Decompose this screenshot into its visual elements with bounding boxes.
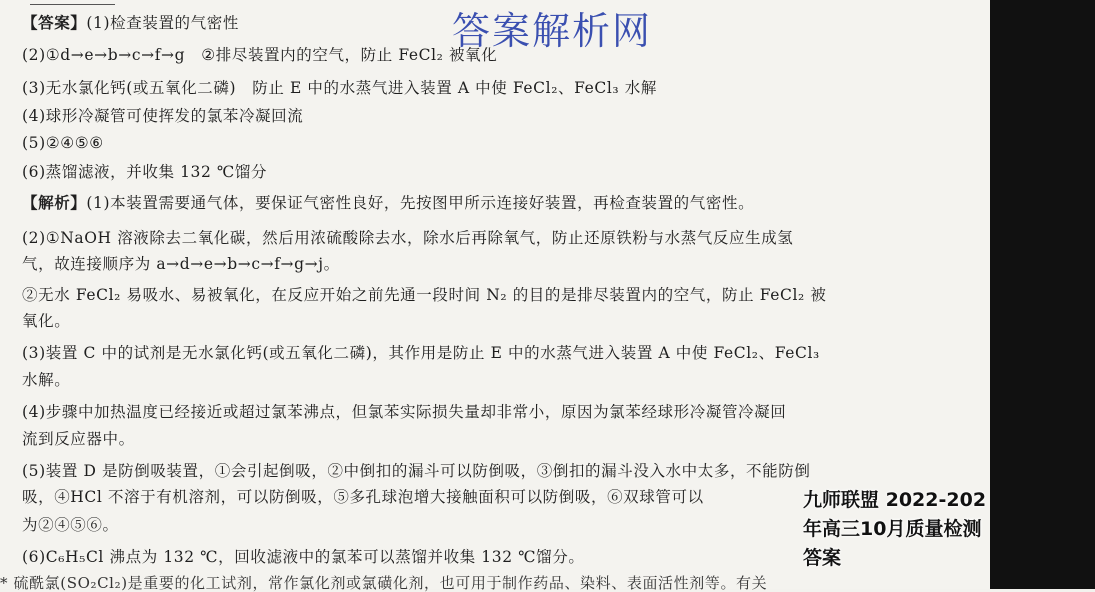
analysis-line-2: (2)①NaOH 溶液除去二氧化碳，然后用浓硫酸除去水，除水后再除氧气，防止还原铁粉与水蒸气反应生成氢 bbox=[22, 229, 794, 247]
title-overlay bbox=[803, 486, 1093, 573]
answer-text-1: (1)检查装置的气密性 bbox=[86, 14, 239, 32]
answer-heading: 【答案】 bbox=[22, 13, 87, 32]
analysis-line-9: 流到反应器中。 bbox=[22, 430, 135, 448]
answer-line-5: (5)②④⑤⑥ bbox=[22, 134, 104, 152]
answer-line-4: (4)球形冷凝管可使挥发的氯苯冷凝回流 bbox=[22, 107, 304, 125]
analysis-line-6: (3)装置 C 中的试剂是无水氯化钙(或五氧化二磷)，其作用是防止 E 中的水蒸气进入装置 A 中使 FeCl₂、FeCl₃ bbox=[22, 344, 820, 362]
overlay-line-3: 答案 bbox=[803, 547, 842, 569]
analysis-line-7: 水解。 bbox=[22, 371, 71, 389]
answer-line-2: (2)①d→e→b→c→f→g ②排尽装置内的空气，防止 FeCl₂ 被氧化 bbox=[22, 46, 498, 64]
next-question-cut-line: * 硫酰氯(SO₂Cl₂)是重要的化工试剂，常作氯化剂或氯磺化剂，也可用于制作药品、染料、表面活性剂等。有关 bbox=[0, 574, 768, 592]
analysis-line-13: (6)C₆H₅Cl 沸点为 132 ℃，回收滤液中的氯苯可以蒸馏并收集 132 ℃馏分。 bbox=[22, 548, 585, 566]
overlay-line-1: 九师联盟 2022-202 bbox=[803, 489, 987, 511]
answer-line-1 bbox=[22, 13, 239, 33]
analysis-line-8: (4)步骤中加热温度已经接近或超过氯苯沸点，但氯苯实际损失量却非常小，原因为氯苯经球形冷凝管冷凝回 bbox=[22, 403, 787, 421]
analysis-line-12: 为②④⑤⑥。 bbox=[22, 516, 119, 534]
analysis-line-5: 氧化。 bbox=[22, 312, 71, 330]
analysis-line-4: ②无水 FeCl₂ 易吸水、易被氧化，在反应开始之前先通一段时间 N₂ 的目的是排尽装置内的空气，防止 FeCl₂ 被 bbox=[22, 286, 827, 304]
analysis-line-1 bbox=[22, 193, 754, 213]
analysis-line-10: (5)装置 D 是防倒吸装置，①会引起倒吸，②中倒扣的漏斗可以防倒吸，③倒扣的漏斗没入水中太多，不能防倒 bbox=[22, 462, 811, 480]
overlay-line-2: 年高三10月质量检测 bbox=[803, 518, 982, 540]
analysis-line-11: 吸，④HCl 不溶于有机溶剂，可以防倒吸，⑤多孔球泡增大接触面积可以防倒吸，⑥双球管可以 bbox=[22, 488, 704, 506]
top-rule bbox=[30, 4, 115, 5]
answer-line-3: (3)无水氯化钙(或五氧化二磷) 防止 E 中的水蒸气进入装置 A 中使 FeCl₂、FeCl₃ 水解 bbox=[22, 79, 657, 97]
analysis-text-1: (1)本装置需要通气体，要保证气密性良好，先按图甲所示连接好装置，再检查装置的气密性。 bbox=[86, 194, 755, 212]
answer-line-6: (6)蒸馏滤液，并收集 132 ℃馏分 bbox=[22, 163, 268, 181]
site-watermark: 答案解析网 bbox=[452, 9, 653, 53]
analysis-heading: 【解析】 bbox=[22, 193, 87, 212]
analysis-line-3: 气，故连接顺序为 a→d→e→b→c→f→g→j。 bbox=[22, 255, 340, 273]
